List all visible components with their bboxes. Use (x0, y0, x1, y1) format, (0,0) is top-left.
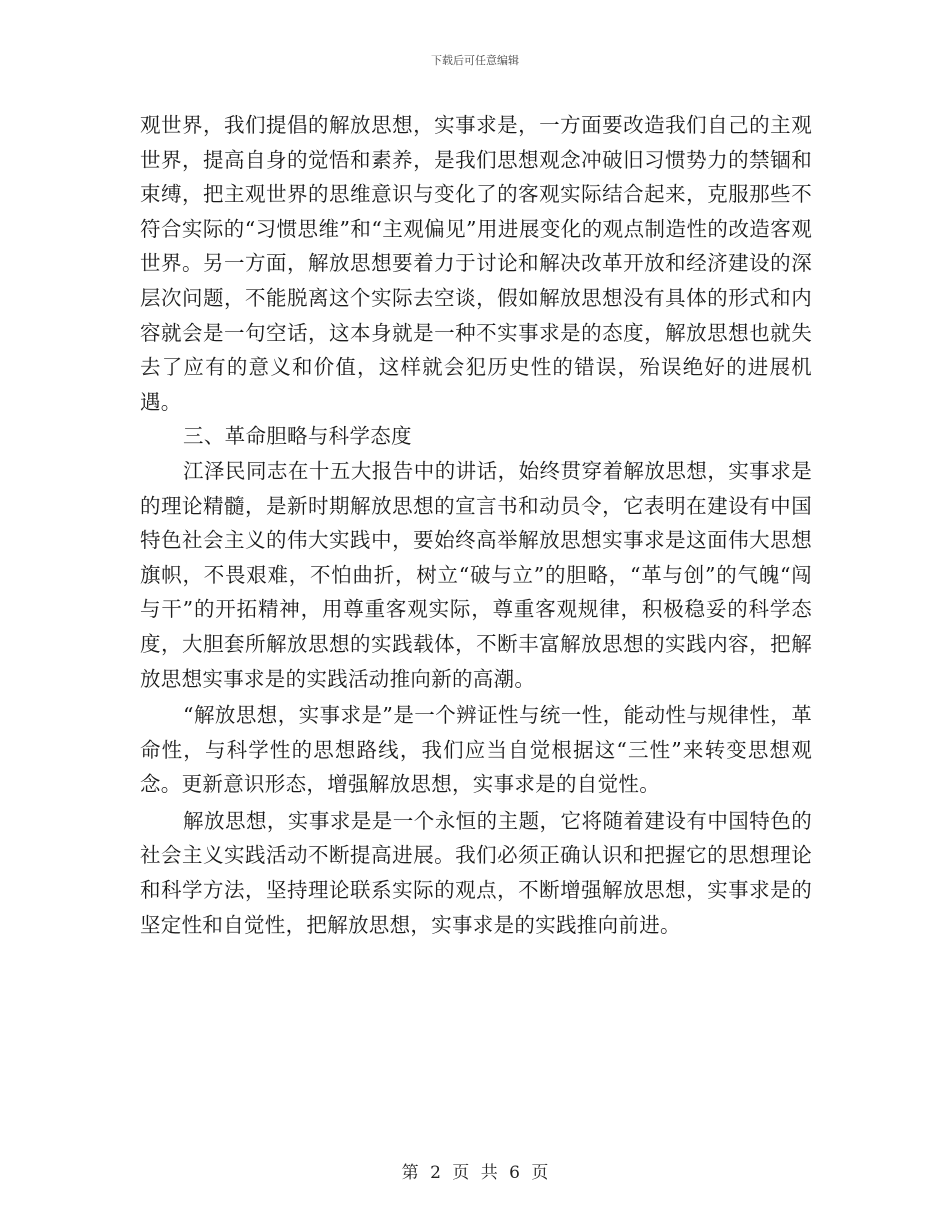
paragraph: “解放思想，实事求是”是一个辨证性与统一性，能动性与规律性，革命性，与科学性的思想路线，我们应当自觉根据这“三性”来转变思想观念。更新意识形态，增强解放思想，实事求是的自觉性。 (140, 703, 812, 797)
page-number: 第 2 页 共 6 页 (401, 1163, 549, 1183)
paragraph: 江泽民同志在十五大报告中的讲话，始终贯穿着解放思想，实事求是的理论精髓，是新时期解放思想的宣言书和动员令，它表明在建设有中国特色社会主义的伟大实践中，要始终高举解放思想实事求是这面伟大思想旗帜，不畏艰难，不怕曲折，树立“破与立”的胆略，“革与创”的气魄“闯与干”的开拓精神，用尊重客观实际，尊重客观规律，积极稳妥的科学态度，大胆套所解放思想的实践载体，不断丰富解放思想的实践内容，把解放思想实事求是的实践活动推向新的高潮。 (140, 458, 812, 691)
document-body (140, 108, 812, 942)
paragraph: 解放思想，实事求是是一个永恒的主题，它将随着建设有中国特色的社会主义实践活动不断提高进展。我们必须正确认识和把握它的思想理论和科学方法，坚持理论联系实际的观点，不断增强解放思想，实事求是的坚定性和自觉性，把解放思想，实事求是的实践推向前进。 (140, 808, 812, 937)
page-header: 下载后可任意编辑 (431, 54, 519, 67)
section-heading: 三、革命胆略与科学态度 (183, 424, 412, 449)
paragraph-continued: 观世界，我们提倡的解放思想，实事求是，一方面要改造我们自己的主观世界，提高自身的觉悟和素养，是我们思想观念冲破旧习惯势力的禁锢和束缚，把主观世界的思维意识与变化了的客观实际结合起来，克服那些不符合实际的“习惯思维”和“主观偏见”用进展变化的观点制造性的改造客观世界。另一方面，解放思想要着力于讨论和解决改革开放和经济建设的深层次问题，不能脱离这个实际去空谈，假如解放思想没有具体的形式和内容就会是一句空话，这本身就是一种不实事求是的态度，解放思想也就失去了应有的意义和价值，这样就会犯历史性的错误，殆误绝好的进展机遇。 (140, 113, 812, 414)
